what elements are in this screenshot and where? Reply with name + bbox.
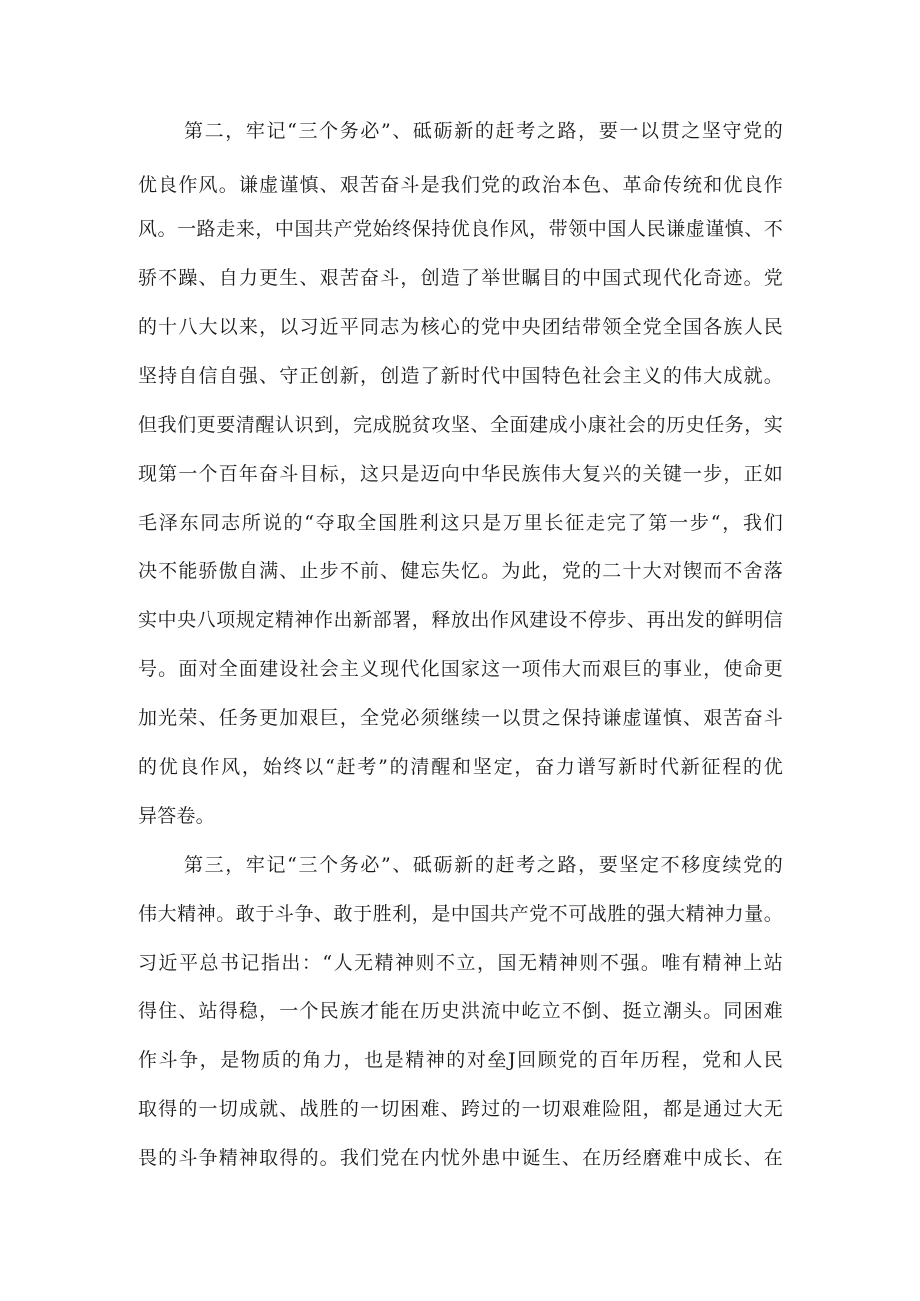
text-line: 风。一路走来，中国共产党始终保持优良作风，带领中国人民谦虚谨慎、不 — [138, 218, 783, 240]
text-line: 的十八大以来，以习近平同志为核心的党中央团结带领全党全国各族人民 — [138, 316, 783, 338]
text-line: 毛泽东同志所说的“夺取全国胜利这只是万里长征走完了第一步“，我们 — [138, 512, 783, 534]
text-line: 第三，牢记“三个务必”、砥砺新的赶考之路，要坚定不移度续党的 — [184, 854, 783, 876]
text-line: 取得的一切成就、战胜的一切困难、跨过的一切艰难险阻，都是通过大无 — [138, 1098, 783, 1120]
text-line: 骄不躁、自力更生、艰苦奋斗，创造了举世瞩目的中国式现代化奇迹。党 — [138, 267, 783, 289]
text-line: 但我们更要清醒认识到，完成脱贫攻坚、全面建成小康社会的历史任务，实 — [138, 414, 783, 436]
text-line: 决不能骄傲自满、止步不前、健忘失忆。为此，党的二十大对锲而不舍落 — [138, 560, 783, 582]
text-line: 伟大精神。敢于斗争、敢于胜利，是中国共产党不可战胜的强大精神力量。 — [138, 903, 783, 925]
text-line: 实中央八项规定精神作出新部署，释放出作风建设不停步、再出发的鲜明信 — [138, 609, 783, 631]
text-line: 畏的斗争精神取得的。我们党在内忧外患中诞生、在历经磨难中成长、在 — [138, 1147, 783, 1169]
text-line: 号。面对全面建设社会主义现代化国家这一项伟大而艰巨的事业，使命更 — [138, 658, 783, 680]
text-line: 加光荣、任务更加艰巨，全党必须继续一以贯之保持谦虚谨慎、艰苦奋斗 — [138, 707, 783, 729]
text-line: 优良作风。谦虚谨慎、艰苦奋斗是我们党的政治本色、革命传统和优良作 — [138, 174, 783, 196]
text-line: 第二，牢记“三个务必”、砥砺新的赶考之路，要一以贯之坚守党的 — [184, 120, 783, 142]
text-line: 得住、站得稳，一个民族才能在历史洪流中屹立不倒、挺立潮头。同困难 — [138, 1000, 783, 1022]
text-line: 作斗争，是物质的角力，也是精神的对垒J回顾党的百年历程，党和人民 — [138, 1049, 783, 1071]
text-line: 的优良作风，始终以“赶考”的清醒和坚定，奋力谱写新时代新征程的优 — [138, 756, 783, 778]
text-line: 习近平总书记指出：“人无精神则不立，国无精神则不强。唯有精神上站 — [138, 952, 783, 974]
text-line: 坚持自信自强、守正创新，创造了新时代中国特色社会主义的伟大成就。 — [138, 365, 783, 387]
text-line: 现第一个百年奋斗目标，这只是迈向中华民族伟大复兴的关键一步，正如 — [138, 463, 783, 485]
text-line: 异答卷。 — [138, 805, 215, 827]
